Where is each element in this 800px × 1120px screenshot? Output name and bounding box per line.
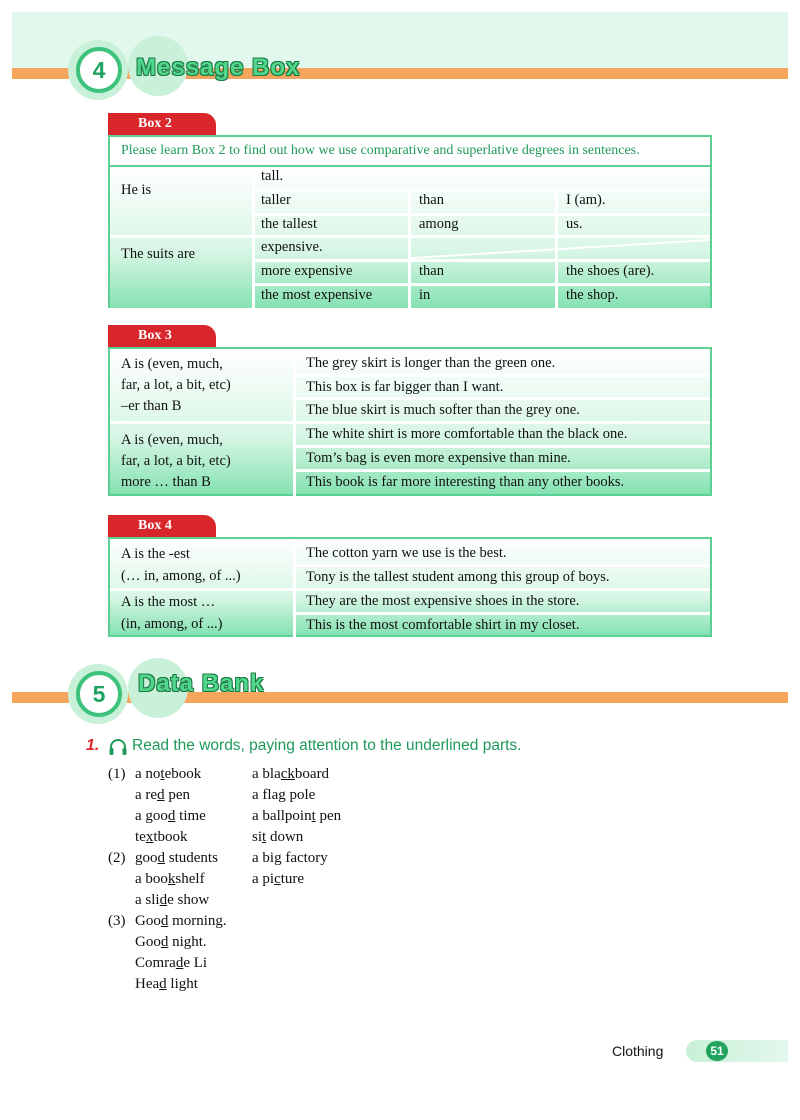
box-3-example: This box is far bigger than I want. (306, 379, 504, 395)
underlined-part: g (274, 850, 282, 866)
word-item: good students (135, 850, 218, 866)
box-2 (108, 135, 712, 308)
box-2-cell: us. (566, 216, 583, 232)
box-2-cell: tall. (261, 168, 284, 184)
box-3-rule-2-line: more … than B (121, 474, 211, 490)
box-3-example: The blue skirt is much softer than the grey one. (306, 402, 580, 418)
underlined-part: t (160, 766, 165, 782)
box-4-rule-1-line: A is the -est (121, 546, 190, 562)
underlined-part: t (262, 829, 267, 845)
underlined-part: d (167, 808, 176, 824)
section-4-title: Message Box (136, 54, 301, 81)
box-3-rule-1-line: A is (even, much, (121, 356, 223, 372)
group-label: (3) (108, 913, 126, 929)
word-item: a bookshelf (135, 871, 205, 887)
word-item: sit down (252, 829, 304, 845)
box-3-rule-1-line: –er than B (121, 398, 182, 414)
underlined-part: d (157, 787, 165, 803)
word-item: Good morning. (135, 913, 227, 929)
box-2-cell: the tallest (261, 216, 317, 232)
box-4-rule-2-line: (in, among, of ...) (121, 616, 223, 632)
box-2-subject-suits: The suits are (121, 246, 196, 262)
box-3 (108, 347, 712, 496)
chapter-name: Clothing (612, 1043, 664, 1059)
word-item: Good night. (135, 934, 207, 950)
word-item: Comrade Li (135, 955, 208, 971)
underlined-part: d (157, 850, 165, 866)
headphones-icon[interactable] (108, 738, 128, 756)
box-2-cell: than (419, 192, 444, 208)
section-5-number: 5 (76, 671, 122, 717)
word-item: a blackboard (252, 766, 330, 782)
section-5-title: Data Bank (138, 670, 265, 697)
box-2-cell: taller (261, 192, 291, 208)
word-item: a slide show (135, 892, 210, 908)
box-2-cell: than (419, 263, 444, 279)
word-item: Head light (135, 976, 198, 992)
page-number-band (686, 1040, 788, 1062)
group-label: (1) (108, 766, 126, 782)
group-label: (2) (108, 850, 126, 866)
word-item: a picture (252, 871, 305, 887)
underlined-part: x (145, 829, 154, 845)
box-2-cell: in (419, 287, 431, 303)
box-4-rule-2-line: A is the most … (121, 594, 216, 610)
box-3-example: This book is far more interesting than any other books. (306, 474, 625, 490)
box-2-cell: the most expensive (261, 287, 373, 303)
word-item: a ballpoint pen (252, 808, 342, 824)
word-item: textbook (135, 829, 188, 845)
underlined-part: d (175, 955, 184, 971)
box-2-cell: the shop. (566, 287, 619, 303)
word-item: a big factory (252, 850, 328, 866)
box-4-rule-1-line: (… in, among, of ...) (121, 568, 241, 584)
underlined-part: t (311, 808, 316, 824)
box-2-cell: among (419, 216, 459, 232)
box-3-example: Tom’s bag is even more expensive than mine. (306, 450, 571, 466)
word-item: a good time (135, 808, 206, 824)
underlined-part: c (274, 871, 281, 887)
box-2-cell: more expensive (261, 263, 353, 279)
box-4-example: They are the most expensive shoes in the store. (306, 593, 580, 609)
underlined-part: d (160, 913, 169, 929)
box-3-example: The grey skirt is longer than the green one. (306, 355, 556, 371)
box-4 (108, 537, 712, 637)
box-2-tab: Box 2 (108, 113, 216, 135)
box-4-example: The cotton yarn we use is the best. (306, 545, 507, 561)
exercise-instruction: Read the words, paying attention to the underlined parts. (132, 737, 522, 754)
underlined-part: ck (280, 766, 295, 782)
word-item: a flag pole (252, 787, 316, 803)
box-3-rule-2-line: A is (even, much, (121, 432, 223, 448)
box-2-cell: I (am). (566, 192, 606, 208)
box-3-example: The white shirt is more comfortable than the black one. (306, 426, 628, 442)
box-2-cell: the shoes (are). (566, 263, 655, 279)
box-4-tab: Box 4 (108, 515, 216, 537)
box-2-subject-he: He is (121, 182, 152, 198)
underlined-part: k (167, 871, 176, 887)
section-4-number: 4 (76, 47, 122, 93)
box-4-example: Tony is the tallest student among this group of boys. (306, 569, 610, 585)
box-3-tab: Box 3 (108, 325, 216, 347)
box-2-intro: Please learn Box 2 to find out how we use comparative and superlative degrees in sentences. (121, 143, 640, 158)
word-item: a red pen (135, 787, 190, 803)
box-3-rule-1-line: far, a lot, a bit, etc) (121, 377, 231, 393)
box-4-example: This is the most comfortable shirt in my closet. (306, 617, 580, 633)
box-2-slash (411, 239, 710, 259)
page-number: 51 (706, 1041, 728, 1061)
underlined-part: g (278, 787, 286, 803)
box-2-cell: expensive. (261, 239, 323, 255)
word-item: a notebook (135, 766, 202, 782)
underlined-part: d (160, 934, 169, 950)
underlined-part: d (159, 892, 168, 908)
underlined-part: d (159, 976, 167, 992)
box-3-rule-2-line: far, a lot, a bit, etc) (121, 453, 231, 469)
exercise-number: 1. (86, 737, 100, 754)
